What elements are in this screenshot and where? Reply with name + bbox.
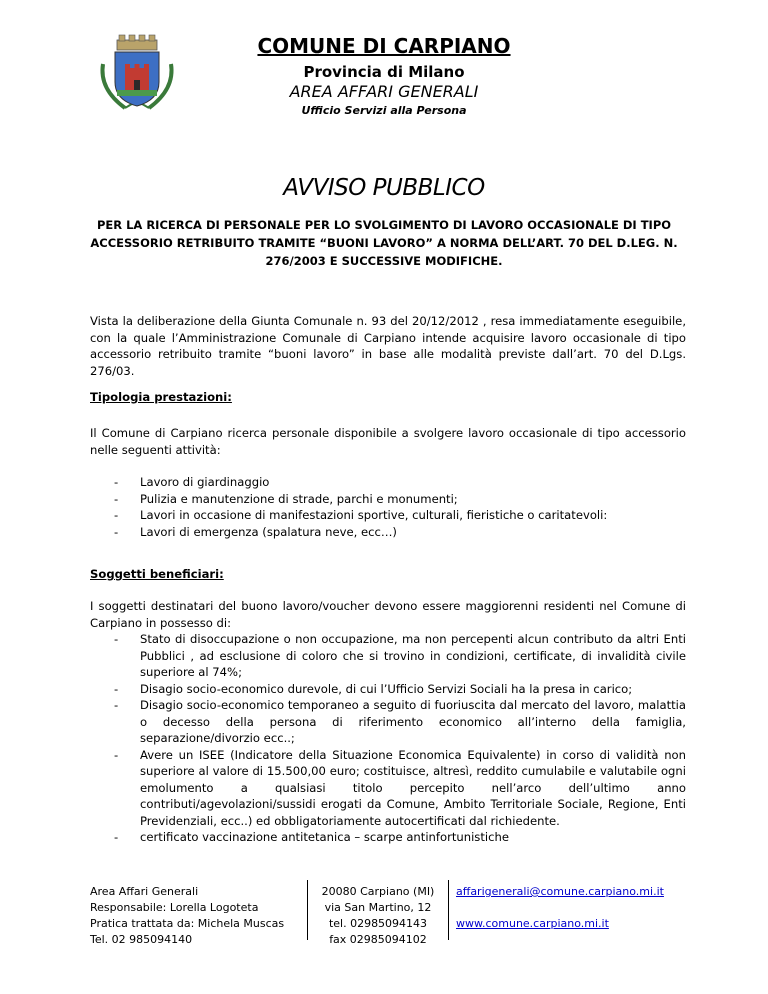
soggetti-title: Soggetti beneficiari: [90,567,224,581]
footer-line: tel. 02985094143 [328,917,428,930]
soggetti-text: I soggetti destinatari del buono lavoro/voucher devono essere maggiorenni residenti nel Comune di Carpiano in possesso di: [90,599,686,630]
footer-divider [448,880,449,940]
notice-subtitle: PER LA RICERCA DI PERSONALE PER LO SVOLGIMENTO DI LAVORO OCCASIONALE DI TIPO ACCESSORIO RETRIBUITO TRAMITE “BUONI LAVORO” A NORMA DELL’ART. 70 DEL D.LEG. N. 276/2003 E SUCCESSIVE MODIFICHE. [90,218,678,268]
footer-office-info [90,884,305,948]
tipologia-text: Il Comune di Carpiano ricerca personale disponibile a svolgere lavoro occasionale di tipo accessorio nelle seguenti attività: [90,426,686,457]
footer-line: Responsabile: Lorella Logoteta [90,901,259,914]
list-item: - Disagio socio-economico temporaneo a seguito di fuoriuscita dal mercato del lavoro, malattia o decesso della persona di riferimento economico all’interno della famiglia, separazione/divorzio ecc..; [112,697,686,747]
soggetti-list [112,631,686,846]
notice-title: AVVISO PUBBLICO [283,175,485,201]
intro-paragraph: Vista la deliberazione della Giunta Comunale n. 93 del 20/12/2012 , resa immediatamente eseguibile, con la quale l’Amministrazione Comunale di Carpiano intende acquisire lavoro occasionale di tipo accessorio retribuito tramite “buoni lavoro” in base alle modalità previste dall’art. 70 del D.Lgs. 276/03. [90,314,686,378]
list-item: - Avere un ISEE (Indicatore della Situazione Economica Equivalente) in corso di validità non superiore al valore di 15.500,00 euro; costituisce, altresì, reddito cumulabile e valutabile ogni emolumento a qualsiasi titolo percepito nell’arco dell’ultimo anno contributi/agevolazioni/sussidi erogati da Comune, Ambito Territoriale Sociale, Regione, Enti Previdenziali, ecc..) ed obbligatoriamente autocertificati dal richiedente. [112,747,686,830]
footer-divider [307,880,308,940]
footer-address [310,884,446,948]
footer-line: fax 02985094102 [329,933,427,946]
footer-line: Pratica trattata da: Michela Muscas [90,917,285,930]
footer-line: Tel. 02 985094140 [90,933,193,946]
list-item: - certificato vaccinazione antitetanica – scarpe antinfortunistiche [112,829,686,846]
list-item: - Lavori di emergenza (spalatura neve, ecc…) [112,524,686,541]
footer-line: Area Affari Generali [90,885,199,898]
ufficio-name: Ufficio Servizi alla Persona [301,104,467,117]
tipologia-list [112,474,686,540]
list-item: - Lavoro di giardinaggio [112,474,686,491]
list-item: - Pulizia e manutenzione di strade, parchi e monumenti; [112,491,686,508]
tipologia-title: Tipologia prestazioni: [90,390,232,404]
list-item: - Lavori in occasione di manifestazioni sportive, culturali, fieristiche o caritatevoli: [112,507,686,524]
email-link[interactable]: affarigenerali@comune.carpiano.mi.it [456,885,664,898]
provincia: Provincia di Milano [303,63,465,81]
footer-line: 20080 Carpiano (MI) [321,885,435,898]
website-link[interactable]: www.comune.carpiano.mi.it [456,917,609,930]
list-item: - Stato di disoccupazione o non occupazione, ma non percepenti alcun contributo da altri Enti Pubblici , ad esclusione di coloro che si trovino in condizioni, certificate, di invalidità civile superiore al 74%; [112,631,686,681]
comune-name: COMUNE DI CARPIANO [257,34,511,58]
footer-contacts [456,884,696,932]
footer-line: via San Martino, 12 [324,901,432,914]
list-item: - Disagio socio-economico durevole, di cui l’Ufficio Servizi Sociali ha la presa in carico; [112,681,686,698]
area-name: AREA AFFARI GENERALI [289,82,479,101]
